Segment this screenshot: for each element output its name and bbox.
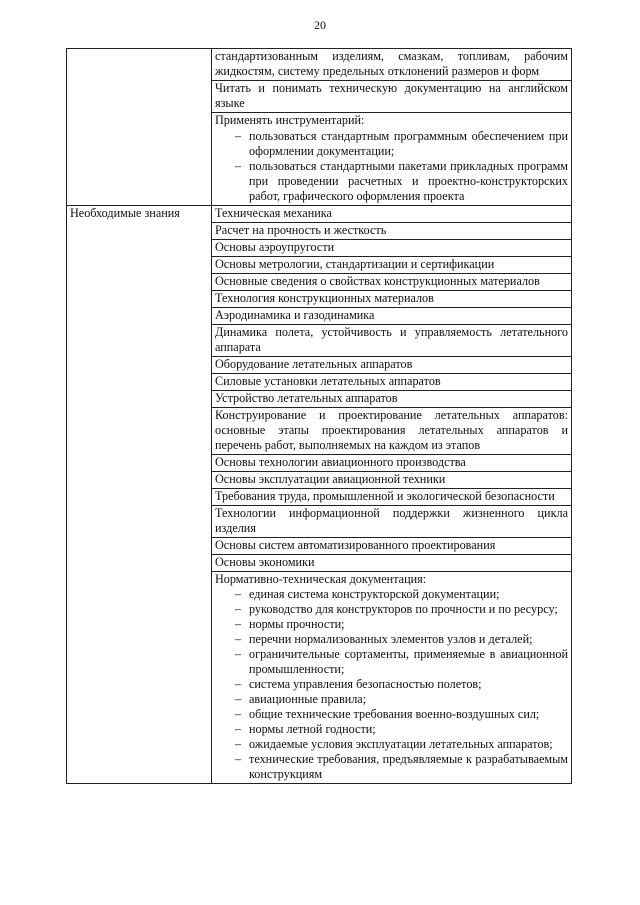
page-number: 20 [314,18,326,32]
knowledge-cell: Технологии информационной поддержки жизненного цикла изделия [212,506,572,538]
list-item: – общие технические требования военно-воздушных сил; [215,707,568,722]
list-item: – ожидаемые условия эксплуатации летательных аппаратов; [215,737,568,752]
knowledge-cell: Основы экономики [212,555,572,572]
list-item: – технические требования, предъявляемые к разрабатываемым конструкциям [215,752,568,782]
knowledge-cell: Основные сведения о свойствах конструкционных материалов [212,274,572,291]
normative-intro: Нормативно-техническая документация: [215,572,427,586]
knowledge-cell: Силовые установки летательных аппаратов [212,374,572,391]
list-item: – нормы летной годности; [215,722,568,737]
tools-list [215,129,568,204]
normative-cell [212,572,572,784]
knowledge-cell: Основы технологии авиационного производства [212,455,572,472]
knowledge-cell: Основы эксплуатации авиационной техники [212,472,572,489]
knowledge-cell: Оборудование летательных аппаратов [212,357,572,374]
normative-list [215,587,568,782]
knowledge-cell: Техническая механика [212,206,572,223]
knowledge-cell: Устройство летательных аппаратов [212,391,572,408]
list-item: – ограничительные сортаменты, применяемые в авиационной промышленности; [215,647,568,677]
knowledge-cell: Динамика полета, устойчивость и управляемость летательного аппарата [212,325,572,357]
table-row [67,49,572,81]
knowledge-cell: Требования труда, промышленной и экологической безопасности [212,489,572,506]
skill-cell: Читать и понимать техническую документацию на английском языке [212,81,572,113]
knowledge-cell: Основы аэроупругости [212,240,572,257]
skills-label-cell [67,49,212,206]
list-item: – единая система конструкторской документации; [215,587,568,602]
knowledge-cell: Конструирование и проектирование летательных аппаратов: основные этапы проектирования летательных аппаратов и перечень работ, выполняемых на каждом из этапов [212,408,572,455]
list-item: – нормы прочности; [215,617,568,632]
list-item: – система управления безопасностью полетов; [215,677,568,692]
list-item: – пользоваться стандартным программным обеспечением при оформлении документации; [215,129,568,159]
list-item: – руководство для конструкторов по прочности и по ресурсу; [215,602,568,617]
table-row [67,206,572,223]
list-item: – авиационные правила; [215,692,568,707]
knowledge-cell: Расчет на прочность и жесткость [212,223,572,240]
skill-cell: стандартизованным изделиям, смазкам, топливам, рабочим жидкостям, систему предельных отклонений размеров и форм [212,49,572,81]
tools-intro: Применять инструментарий: [215,113,365,127]
knowledge-label: Необходимые знания [67,206,212,784]
tools-cell [212,113,572,206]
list-item: – перечни нормализованных элементов узлов и деталей; [215,632,568,647]
knowledge-cell: Аэродинамика и газодинамика [212,308,572,325]
competency-table [66,48,572,784]
knowledge-cell: Основы метрологии, стандартизации и сертификации [212,257,572,274]
knowledge-cell: Основы систем автоматизированного проектирования [212,538,572,555]
knowledge-cell: Технология конструкционных материалов [212,291,572,308]
list-item: – пользоваться стандартными пакетами прикладных программ при проведении расчетных и проектно-конструкторских работ, графического оформления проекта [215,159,568,204]
